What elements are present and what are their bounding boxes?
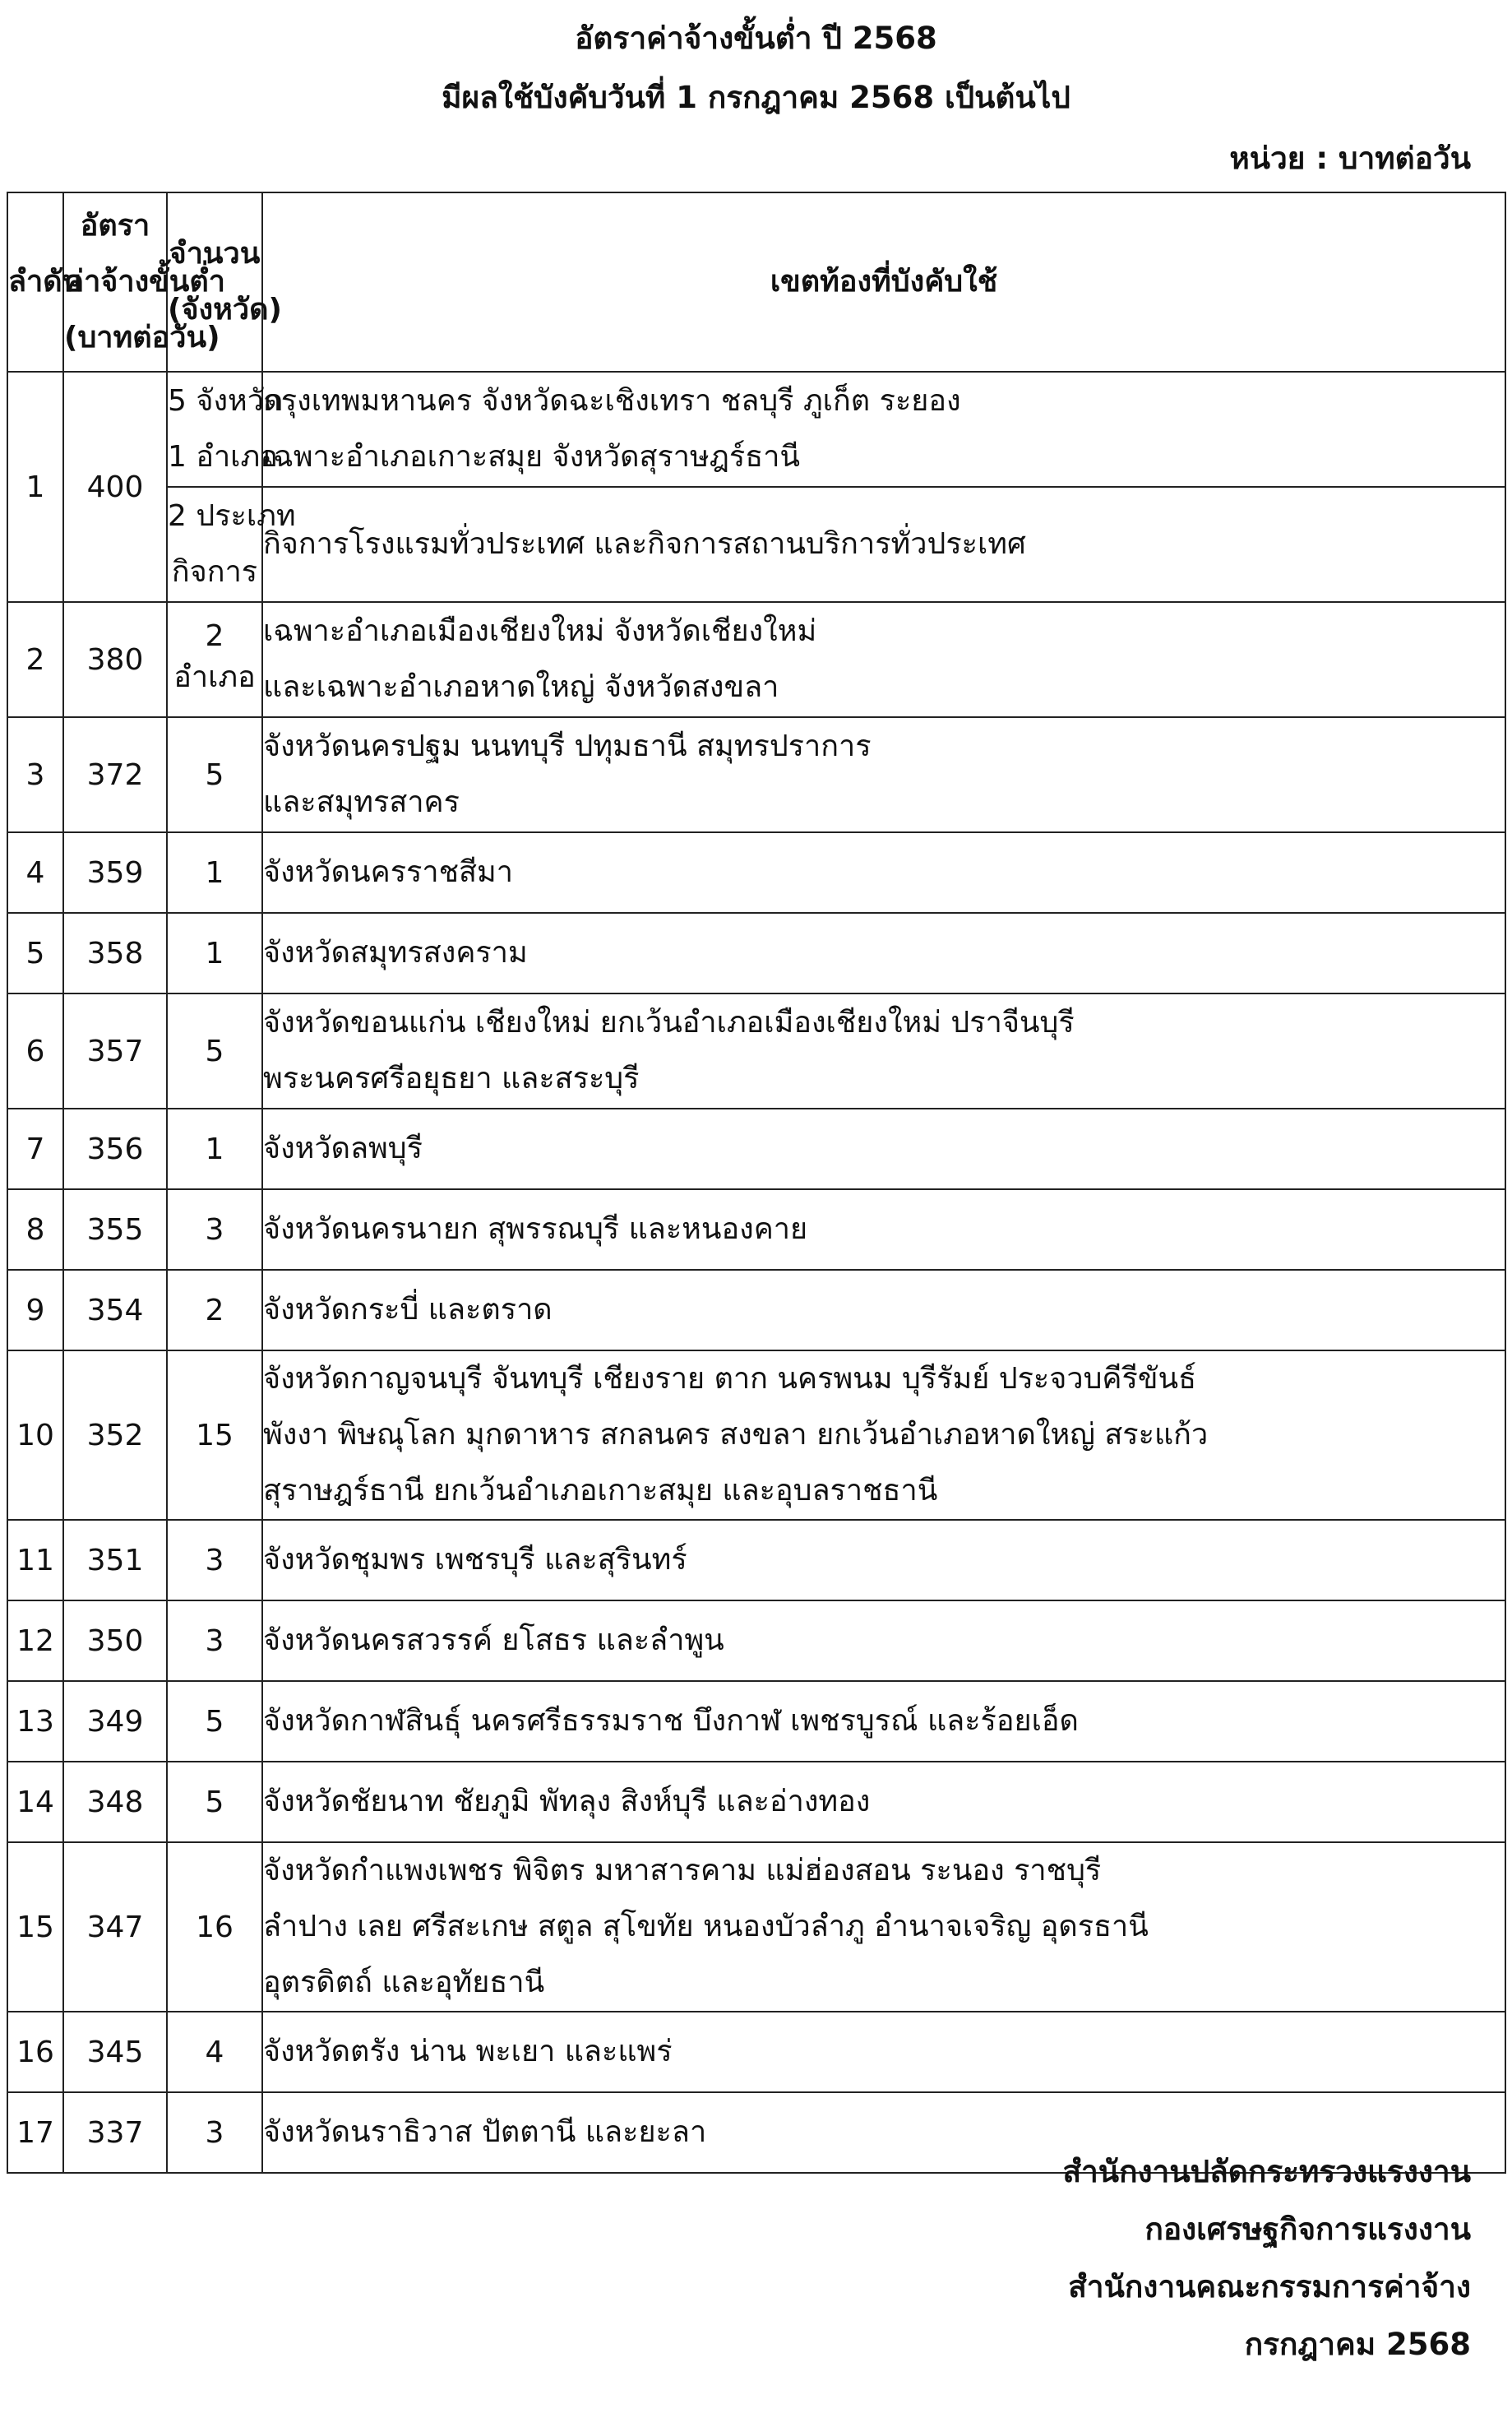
row-count: 3 [167, 1189, 262, 1270]
table-row [7, 1109, 1505, 1189]
row-area [262, 913, 1505, 993]
row-rate: 349 [63, 1681, 167, 1762]
row-area [262, 993, 1505, 1109]
row-rate: 348 [63, 1762, 167, 1842]
issuer-office: สำนักงานปลัดกระทรวงแรงงาน [1062, 2154, 1471, 2189]
area-line: จังหวัดชุมพร เพชรบุรี และสุรินทร์ [263, 1543, 687, 1577]
area-line: จังหวัดตรัง น่าน พะเยา และแพร่ [263, 2035, 673, 2068]
table-row [7, 1350, 1505, 1520]
table-row [7, 1762, 1505, 1842]
area-line: จังหวัดชัยนาท ชัยภูมิ พัทลุง สิงห์บุรี และอ่างทอง [263, 1785, 871, 1818]
row-area [262, 1842, 1505, 2012]
row-area [262, 717, 1505, 832]
row-area [262, 1109, 1505, 1189]
table-header-row [7, 192, 1505, 372]
table-row [7, 602, 1505, 717]
row-order: 6 [7, 993, 63, 1109]
row-rate: 400 [63, 372, 167, 602]
row-rate: 355 [63, 1189, 167, 1270]
area-line: เฉพาะอำเภอเมืองเชียงใหม่ จังหวัดเชียงใหม่ [263, 614, 817, 648]
row-area [262, 1600, 1505, 1681]
table-row [7, 913, 1505, 993]
row-count: 15 [167, 1350, 262, 1520]
row-rate: 352 [63, 1350, 167, 1520]
issuer-committee: สำนักงานคณะกรรมการค่าจ้าง [1068, 2269, 1471, 2304]
table-row [7, 487, 1505, 602]
area-line: ลำปาง เลย ศรีสะเกษ สตูล สุโขทัย หนองบัวลำภู อำนาจเจริญ อุดรธานี [263, 1910, 1149, 1943]
row-area: กิจการโรงแรมทั่วประเทศ และกิจการสถานบริการทั่วประเทศ [262, 487, 1505, 602]
area-line: จังหวัดนครราชสีมา [263, 855, 513, 889]
row-rate: 356 [63, 1109, 167, 1189]
minimum-wage-table [7, 192, 1506, 2174]
row-order: 10 [7, 1350, 63, 1520]
area-line: จังหวัดสมุทรสงคราม [263, 936, 528, 970]
table-row [7, 1189, 1505, 1270]
row-area [262, 1270, 1505, 1350]
row-order: 4 [7, 832, 63, 913]
table-row [7, 1681, 1505, 1762]
table-row [7, 1842, 1505, 2012]
issuer-division: กองเศรษฐกิจการแรงงาน [1144, 2212, 1471, 2247]
area-line: จังหวัดลพบุรี [263, 1132, 423, 1165]
area-line: พังงา พิษณุโลก มุกดาหาร สกลนคร สงขลา ยกเว้นอำเภอหาดใหญ่ สระแก้ว [263, 1418, 1209, 1452]
area-line: และเฉพาะอำเภอหาดใหญ่ จังหวัดสงขลา [263, 670, 779, 704]
row-count: 4 [167, 2012, 262, 2092]
area-line: จังหวัดนครสวรรค์ ยโสธร และลำพูน [263, 1623, 724, 1657]
header-area: เขตท้องที่บังคับใช้ [262, 192, 1505, 372]
row-area [262, 602, 1505, 717]
row-order: 2 [7, 602, 63, 717]
table-row [7, 1520, 1505, 1600]
row-rate: 347 [63, 1842, 167, 2012]
header-rate: อัตรา ค่าจ้างขั้นต่ำ (บาทต่อวัน) [63, 192, 167, 372]
row-rate: 337 [63, 2092, 167, 2173]
area-line: จังหวัดนครนายก สุพรรณบุรี และหนองคาย [263, 1212, 808, 1246]
area-line: สุราษฎร์ธานี ยกเว้นอำเภอเกาะสมุย และอุบลราชธานี [263, 1474, 938, 1508]
row-area [262, 1520, 1505, 1600]
row-area [262, 2012, 1505, 2092]
row-area [262, 1189, 1505, 1270]
row-count: 3 [167, 1520, 262, 1600]
row-count: 3 [167, 1600, 262, 1681]
row-area [262, 1350, 1505, 1520]
row-count: 5 [167, 1681, 262, 1762]
row-area [262, 1762, 1505, 1842]
row-count: 5 [167, 1762, 262, 1842]
table-row [7, 717, 1505, 832]
header-order: ลำดับ [7, 192, 63, 372]
area-line: อุตรดิตถ์ และอุทัยธานี [263, 1966, 545, 1999]
area-line: จังหวัดกำแพงเพชร พิจิตร มหาสารคาม แม่ฮ่องสอน ระนอง ราชบุรี [263, 1854, 1102, 1887]
row-count: 5 [167, 993, 262, 1109]
table-row [7, 2012, 1505, 2092]
row-rate: 354 [63, 1270, 167, 1350]
table-row [7, 1600, 1505, 1681]
area-line: จังหวัดนราธิวาส ปัตตานี และยะลา [263, 2115, 707, 2149]
row-rate: 357 [63, 993, 167, 1109]
row-rate: 358 [63, 913, 167, 993]
area-line: จังหวัดขอนแก่น เชียงใหม่ ยกเว้นอำเภอเมืองเชียงใหม่ ปราจีนบุรี [263, 1006, 1075, 1040]
table-row [7, 1270, 1505, 1350]
table-row [7, 832, 1505, 913]
row-count: 2 อำเภอ [167, 602, 262, 717]
row-area [262, 1681, 1505, 1762]
area-line: จังหวัดกระบี่ และตราด [263, 1293, 553, 1327]
row-count: 5 [167, 717, 262, 832]
row-area [262, 832, 1505, 913]
area-line: พระนครศรีอยุธยา และสระบุรี [263, 1062, 640, 1095]
row-rate: 345 [63, 2012, 167, 2092]
row-count: 2 [167, 1270, 262, 1350]
row-rate: 359 [63, 832, 167, 913]
document-title: อัตราค่าจ้างขั้นต่ำ ปี 2568 [575, 21, 937, 56]
row-rate: 351 [63, 1520, 167, 1600]
issue-date: กรกฎาคม 2568 [1244, 2327, 1471, 2362]
row-order: 9 [7, 1270, 63, 1350]
row-order: 15 [7, 1842, 63, 2012]
row-order: 8 [7, 1189, 63, 1270]
row-order: 1 [7, 372, 63, 602]
row-count: 1 [167, 832, 262, 913]
area-line: จังหวัดกาญจนบุรี จันทบุรี เชียงราย ตาก นครพนม บุรีรัมย์ ประจวบคีรีขันธ์ [263, 1362, 1197, 1396]
row-count: 3 [167, 2092, 262, 2173]
row-order: 12 [7, 1600, 63, 1681]
unit-label: หน่วย : บาทต่อวัน [1229, 141, 1471, 176]
row-count: 16 [167, 1842, 262, 2012]
row-order: 5 [7, 913, 63, 993]
row-count: 2 ประเภท กิจการ [167, 487, 262, 602]
table-row [7, 372, 1505, 487]
row-order: 14 [7, 1762, 63, 1842]
header-count: จำนวน (จังหวัด) [167, 192, 262, 372]
area-line: จังหวัดกาฬสินธุ์ นครศรีธรรมราช บึงกาฬ เพชรบูรณ์ และร้อยเอ็ด [263, 1704, 1079, 1738]
effective-date: มีผลใช้บังคับวันที่ 1 กรกฎาคม 2568 เป็นต้นไป [442, 80, 1070, 115]
row-count: 1 [167, 913, 262, 993]
row-order: 11 [7, 1520, 63, 1600]
row-count: 5 จังหวัด 1 อำเภอ [167, 372, 262, 487]
table-row [7, 993, 1505, 1109]
row-order: 13 [7, 1681, 63, 1762]
row-order: 7 [7, 1109, 63, 1189]
row-order: 3 [7, 717, 63, 832]
area-line: จังหวัดนครปฐม นนทบุรี ปทุมธานี สมุทรปราการ [263, 729, 872, 763]
row-order: 16 [7, 2012, 63, 2092]
row-rate: 350 [63, 1600, 167, 1681]
row-rate: 380 [63, 602, 167, 717]
row-rate: 372 [63, 717, 167, 832]
row-area: กรุงเทพมหานคร จังหวัดฉะเชิงเทรา ชลบุรี ภูเก็ต ระยอง เฉพาะอำเภอเกาะสมุย จังหวัดสุราษฎร์ธานี [262, 372, 1505, 487]
row-count: 1 [167, 1109, 262, 1189]
area-line: และสมุทรสาคร [263, 785, 460, 819]
row-order: 17 [7, 2092, 63, 2173]
